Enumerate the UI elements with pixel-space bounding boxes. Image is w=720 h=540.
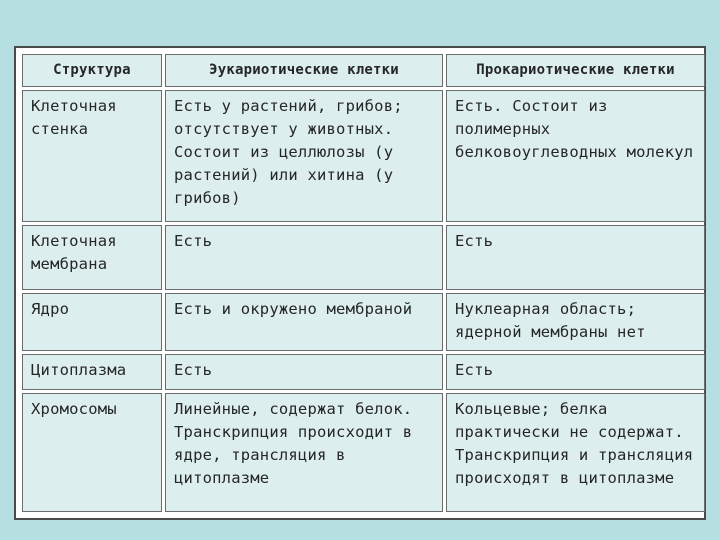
cell-eukaryotic: Есть: [165, 354, 443, 389]
table-row-cell-membrane: [22, 225, 705, 290]
cell-structure: Клеточная мембрана: [22, 225, 162, 290]
cell-prokaryotic: Есть. Состоит из полимерных белковоуглеводных молекул: [446, 90, 705, 221]
comparison-table-frame: [14, 46, 706, 520]
header-prokaryotic: Прокариотические клетки: [446, 54, 705, 87]
cell-structure: Ядро: [22, 293, 162, 352]
cell-structure: Цитоплазма: [22, 354, 162, 389]
cell-prokaryotic: Есть: [446, 354, 705, 389]
table-row-cytoplasm: [22, 354, 705, 389]
table-row-chromosomes: [22, 393, 705, 512]
cell-eukaryotic: Есть и окружено мембраной: [165, 293, 443, 352]
cell-prokaryotic: Нуклеарная область; ядерной мембраны нет: [446, 293, 705, 352]
table-row-nucleus: [22, 293, 705, 352]
header-eukaryotic: Эукариотические клетки: [165, 54, 443, 87]
table-row-cell-wall: [22, 90, 705, 221]
cell-structure: Хромосомы: [22, 393, 162, 512]
cell-structure: Клеточная стенка: [22, 90, 162, 221]
table-header-row: [22, 54, 705, 87]
header-structure: Структура: [22, 54, 162, 87]
cell-eukaryotic: Линейные, содержат белок. Транскрипция происходит в ядре, трансляция в цитоплазме: [165, 393, 443, 512]
cell-prokaryotic: Есть: [446, 225, 705, 290]
cell-comparison-table: [19, 51, 708, 515]
cell-prokaryotic: Кольцевые; белка практически не содержат. Транскрипция и трансляция происходят в цитоплазме: [446, 393, 705, 512]
cell-eukaryotic: Есть у растений, грибов; отсутствует у животных. Состоит из целлюлозы (у растений) или хитина (у грибов): [165, 90, 443, 221]
cell-eukaryotic: Есть: [165, 225, 443, 290]
